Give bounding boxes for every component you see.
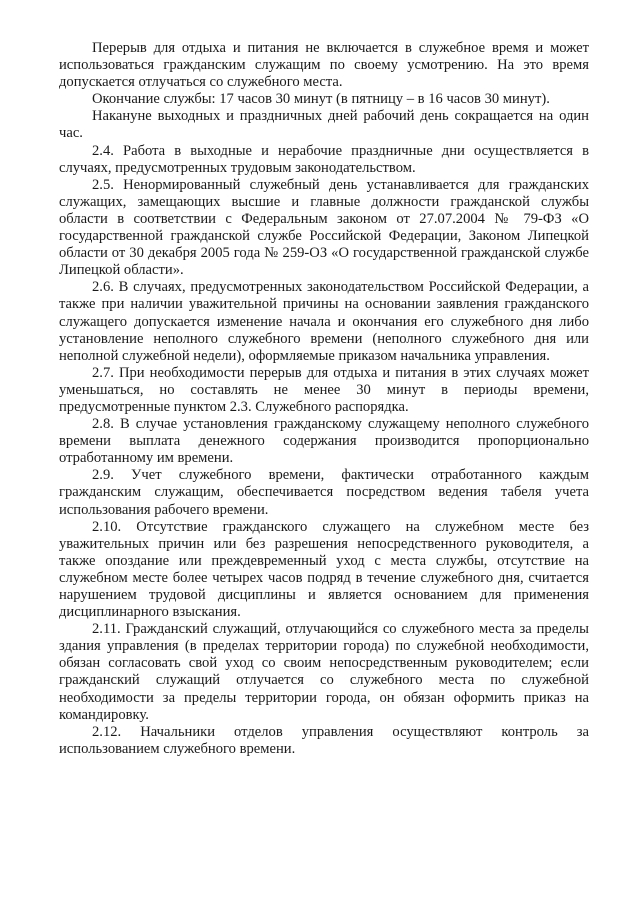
paragraph-end-of-service: Окончание службы: 17 часов 30 минут (в пятницу – в 16 часов 30 минут). [92,91,550,108]
paragraph-2-8: 2.8. В случае установления гражданскому служащему неполного служебного времени выплата денежного содержания производится пропорционально отработанному им времени. [59,416,589,467]
paragraph-2-12: 2.12. Начальники отделов управления осуществляют контроль за использованием служебного времени. [59,723,589,757]
paragraph-2-6: 2.6. В случаях, предусмотренных законодательством Российской Федерации, а также при наличии уважительной причины на основании заявления гражданского служащего допускается изменение начала и окончания его служебного дня либо установление неполного служебного времени (неполного служебного дня или неполной служебной недели), оформляемые приказом начальника управления. [59,279,589,364]
paragraph-2-4: 2.4. Работа в выходные и нерабочие праздничные дни осуществляется в случаях, предусмотренных трудовым законодательством. [59,142,589,176]
paragraph-2-9: 2.9. Учет служебного времени, фактически отработанного каждым гражданским служащим, обеспечивается посредством ведения табеля учета использования рабочего времени. [59,467,589,518]
paragraph-2-10: 2.10. Отсутствие гражданского служащего на служебном месте без уважительных причин или без разрешения непосредственного руководителя, а также опоздание или преждевременный уход с места службы, отсутствие на служебном месте более четырех часов подряд в течение служебного дня, считается нарушением трудовой дисциплины и является основанием для применения дисциплинарного взыскания. [59,518,589,621]
paragraph-2-11: 2.11. Гражданский служащий, отлучающийся со служебного места за пределы здания управления (в пределах территории города) по служебной необходимости, обязан согласовать свой уход со своим непосредственным руководителем; если гражданский служащий отлучается со служебного места по служебной необходимости за пределы территории города, он обязан оформить приказ на командировку. [59,621,589,723]
document-body [59,40,589,758]
paragraph-2-7: 2.7. При необходимости перерыв для отдыха и питания в этих случаях может уменьшаться, но составлять не менее 30 минут в периоды времени, предусмотренные пунктом 2.3. Служебного распорядка. [59,364,589,415]
paragraph-2-5: 2.5. Ненормированный служебный день устанавливается для гражданских служащих, замещающих высшие и главные должности гражданской службы области в соответствии с Федеральным законом от 27.07.2004 № 79-ФЗ «О государственной гражданской службе Российской Федерации, Законом Липецкой области от 30 декабря 2005 года № 259-ОЗ «О государственной гражданской службе Липецкой области». [59,176,589,279]
paragraph-lunch-break: Перерыв для отдыха и питания не включается в служебное время и может использоваться гражданским служащим по своему усмотрению. На это время допускается отлучаться со служебного места. [59,40,589,91]
paragraph-pre-holiday: Накануне выходных и праздничных дней рабочий день сокращается на один час. [59,108,589,142]
